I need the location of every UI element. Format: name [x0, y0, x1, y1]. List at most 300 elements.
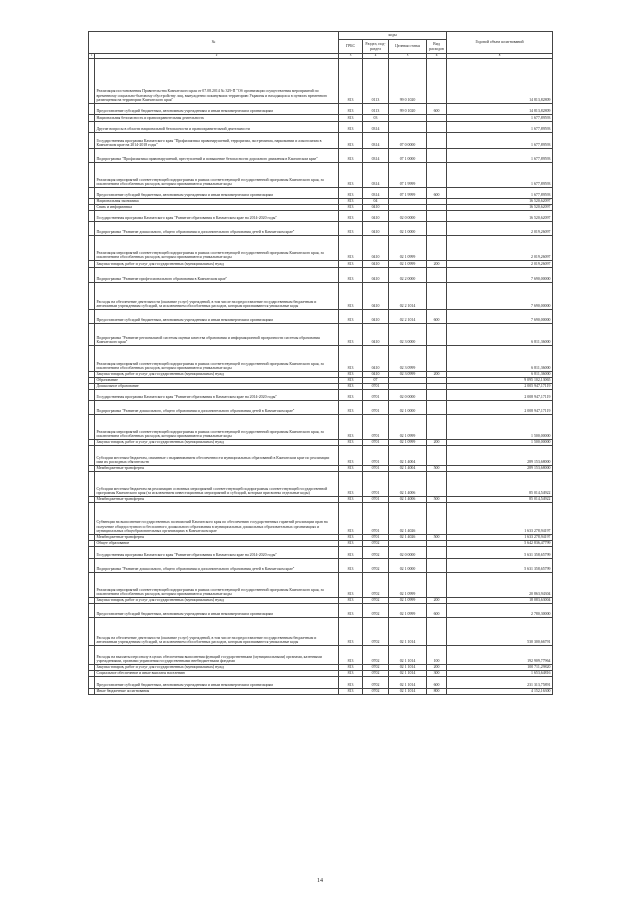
- row-grbs-cell: 813: [339, 149, 363, 163]
- row-name-cell: Подпрограмма "Развитие дошкольного, общего образования и дополнительного образования детей в Камчатском крае": [95, 559, 339, 573]
- row-grbs-cell: 813: [339, 541, 363, 547]
- row-sum-cell: 85 014,54922: [447, 497, 553, 503]
- row-razdel-cell: 0410: [363, 283, 389, 310]
- row-name-cell: Закупка товаров, работ и услуг для государственных (муниципальных) нужд: [95, 440, 339, 446]
- row-razdel-cell: 04: [363, 199, 389, 205]
- row-razdel-cell: 0702: [363, 598, 389, 604]
- row-razdel-cell: 0410: [363, 236, 389, 261]
- row-razdel-cell: 0701: [363, 440, 389, 446]
- row-grbs-cell: 813: [339, 618, 363, 646]
- row-sum-cell: 1 633 278,94197: [447, 503, 553, 535]
- row-sum-cell: 1 677,89593: [447, 133, 553, 149]
- column-index: 3: [339, 54, 363, 59]
- row-csr-cell: 02 2 1014: [389, 283, 427, 310]
- row-vid-cell: [427, 222, 447, 236]
- row-csr-cell: 02 1 4004: [389, 446, 427, 466]
- header-razdel: Раздел, под-раздел: [363, 40, 389, 54]
- row-csr-cell: 02 2 0000: [389, 268, 427, 283]
- row-name-cell: Предоставление субсидий бюджетным, автономным учреждениям и иным некоммерческим организациям: [95, 104, 339, 115]
- row-vid-cell: [427, 163, 447, 188]
- row-sum-cell: 2 008 947,17119: [447, 390, 553, 401]
- row-csr-cell: [389, 115, 427, 122]
- row-sum-cell: 1 677,89593: [447, 188, 553, 199]
- row-grbs-cell: 813: [339, 677, 363, 689]
- row-razdel-cell: 0410: [363, 346, 389, 372]
- header-csr: Целевая статья: [389, 40, 427, 54]
- row-razdel-cell: 0702: [363, 671, 389, 677]
- row-name-cell: Национальная безопасность и правоохранительная деятельность: [95, 115, 339, 122]
- row-sum-cell: 1 677,89593: [447, 115, 553, 122]
- row-name-cell: Закупка товаров, работ и услуг для государственных (муниципальных) нужд: [95, 598, 339, 604]
- table-row: [89, 604, 553, 618]
- row-sum-cell: 5 631 358,65799: [447, 559, 553, 573]
- row-csr-cell: 02 1 1014: [389, 618, 427, 646]
- row-sum-cell: 231 313,75891: [447, 677, 553, 689]
- row-vid-cell: [427, 268, 447, 283]
- row-sum-cell: 530 300,66791: [447, 618, 553, 646]
- row-vid-cell: 800: [427, 689, 447, 695]
- table-row: [89, 324, 553, 346]
- row-grbs-cell: 813: [339, 384, 363, 390]
- row-vid-cell: 500: [427, 535, 447, 541]
- row-name-cell: Реализация мероприятий соответствующей подпрограммы в рамках соответствующей государственной программы Камчатского края, за исключением обособленных расходов, которым присваиваются уникальные коды: [95, 573, 339, 598]
- table-row: [89, 268, 553, 283]
- row-razdel-cell: 0314: [363, 163, 389, 188]
- table-row: [89, 149, 553, 163]
- row-razdel-cell: 0701: [363, 390, 389, 401]
- row-sum-cell: 6 811,36000: [447, 372, 553, 378]
- row-grbs-cell: 813: [339, 415, 363, 440]
- row-sum-cell: 289 153,68000: [447, 446, 553, 466]
- row-vid-cell: [427, 401, 447, 415]
- row-csr-cell: 02 1 0999: [389, 440, 427, 446]
- row-csr-cell: 07 1 9999: [389, 163, 427, 188]
- row-csr-cell: 02 1 4004: [389, 466, 427, 472]
- row-csr-cell: 02 1 0000: [389, 559, 427, 573]
- row-grbs-cell: 813: [339, 547, 363, 559]
- row-razdel-cell: 0113: [363, 59, 389, 104]
- row-grbs-cell: 813: [339, 503, 363, 535]
- row-grbs-cell: 813: [339, 222, 363, 236]
- row-csr-cell: 02 1 0999: [389, 261, 427, 268]
- row-name-cell: Подпрограмма "Развитие дошкольного, общего образования и дополнительного образования детей в Камчатском крае": [95, 401, 339, 415]
- table-row: [89, 646, 553, 665]
- row-razdel-cell: 0314: [363, 149, 389, 163]
- row-sum-cell: 1 500,00000: [447, 440, 553, 446]
- row-sum-cell: 7 690,00000: [447, 283, 553, 310]
- row-name-cell: Предоставление субсидий бюджетным, автономным учреждениям и иным некоммерческим организациям: [95, 677, 339, 689]
- row-csr-cell: 02 0 0000: [389, 547, 427, 559]
- table-row: [89, 559, 553, 573]
- row-csr-cell: 02 0 0000: [389, 390, 427, 401]
- row-csr-cell: 02 1 0999: [389, 598, 427, 604]
- row-csr-cell: 02 1 0999: [389, 236, 427, 261]
- row-sum-cell: 1 500,00000: [447, 415, 553, 440]
- row-name-cell: Другие вопросы в области национальной безопасности и правоохранительной деятельности: [95, 122, 339, 133]
- row-grbs-cell: 813: [339, 199, 363, 205]
- row-razdel-cell: 0314: [363, 122, 389, 133]
- column-index: 6: [427, 54, 447, 59]
- table-row: [89, 573, 553, 598]
- row-name-cell: Предоставление субсидий бюджетным, автономным учреждениям и иным некоммерческим организациям: [95, 604, 339, 618]
- row-grbs-cell: 813: [339, 372, 363, 378]
- row-vid-cell: [427, 472, 447, 497]
- row-name-cell: Реализация мероприятий соответствующей подпрограммы в рамках соответствующей государственной программы Камчатского края, за исключением обособленных расходов, которым присваиваются уникальные коды: [95, 346, 339, 372]
- row-grbs-cell: 813: [339, 236, 363, 261]
- table-row: [89, 310, 553, 324]
- row-grbs-cell: 813: [339, 559, 363, 573]
- row-razdel-cell: 0410: [363, 324, 389, 346]
- header-grbs: ГРБС: [339, 40, 363, 54]
- row-name-cell: Межбюджетные трансферты: [95, 466, 339, 472]
- row-razdel-cell: 0702: [363, 618, 389, 646]
- row-name-cell: Подпрограмма "Развитие региональной системы оценки качества образования и информационной прозрачности системы образования Камчатского края": [95, 324, 339, 346]
- row-razdel-cell: 0410: [363, 205, 389, 211]
- row-vid-cell: [427, 133, 447, 149]
- row-csr-cell: 02 3 0999: [389, 346, 427, 372]
- row-vid-cell: [427, 122, 447, 133]
- row-vid-cell: [427, 390, 447, 401]
- row-csr-cell: 02 1 4006: [389, 472, 427, 497]
- row-sum-cell: 6 811,36000: [447, 346, 553, 372]
- header-number: №: [89, 32, 339, 54]
- header-codes: коды: [339, 32, 447, 40]
- row-vid-cell: 200: [427, 440, 447, 446]
- row-name-cell: Предоставление субсидий бюджетным, автономным учреждениям и иным некоммерческим организациям: [95, 310, 339, 324]
- table-row: [89, 163, 553, 188]
- row-vid-cell: 300: [427, 671, 447, 677]
- row-vid-cell: [427, 283, 447, 310]
- row-csr-cell: 07 1 9999: [389, 188, 427, 199]
- row-sum-cell: 14 813,82809: [447, 59, 553, 104]
- row-csr-cell: 02 3 0999: [389, 372, 427, 378]
- row-grbs-cell: 813: [339, 104, 363, 115]
- row-grbs-cell: 813: [339, 665, 363, 671]
- row-vid-cell: [427, 618, 447, 646]
- column-index: 4: [363, 54, 389, 59]
- row-vid-cell: [427, 236, 447, 261]
- row-vid-cell: 500: [427, 466, 447, 472]
- row-grbs-cell: 813: [339, 324, 363, 346]
- row-csr-cell: 02 1 1014: [389, 689, 427, 695]
- table-row: [89, 547, 553, 559]
- row-name-cell: Расходы на обеспечение деятельности (оказание услуг) учреждений, в том числе на предоставление государственным бюджетным и автономным учреждениям субсидий, за исключением обособленных расходов, которым присваиваются уникальные коды: [95, 283, 339, 310]
- row-grbs-cell: 813: [339, 646, 363, 665]
- row-vid-cell: [427, 503, 447, 535]
- row-razdel-cell: 0702: [363, 646, 389, 665]
- row-grbs-cell: 813: [339, 378, 363, 384]
- row-grbs-cell: 813: [339, 401, 363, 415]
- row-name-cell: Реализация мероприятий соответствующей подпрограммы в рамках соответствующей государственной программы Камчатского края, за исключением обособленных расходов, которым присваиваются уникальные коды: [95, 163, 339, 188]
- row-vid-cell: [427, 149, 447, 163]
- row-razdel-cell: 0701: [363, 401, 389, 415]
- row-name-cell: Реализация постановления Правительства Камчатского края от 07.08.2014 № 329-П "Об организации осуществления мероприятий по временному социально-бытовому обустройству лиц, вынужденно покинувших территорию Украины и находящихся в пунктах временного размещения на территории Камчатского края": [95, 59, 339, 104]
- row-name-cell: Предоставление субсидий бюджетным, автономным учреждениям и иным некоммерческим организациям: [95, 188, 339, 199]
- row-grbs-cell: 813: [339, 689, 363, 695]
- row-grbs-cell: 813: [339, 535, 363, 541]
- row-vid-cell: 500: [427, 497, 447, 503]
- row-grbs-cell: 813: [339, 310, 363, 324]
- row-vid-cell: 600: [427, 310, 447, 324]
- row-csr-cell: 02 3 0000: [389, 324, 427, 346]
- budget-table: [88, 31, 553, 695]
- table-row: [89, 472, 553, 497]
- row-vid-cell: 600: [427, 104, 447, 115]
- row-razdel-cell: 0702: [363, 541, 389, 547]
- table-row: [89, 133, 553, 149]
- row-csr-cell: 02 1 4006: [389, 497, 427, 503]
- row-vid-cell: [427, 346, 447, 372]
- row-name-cell: Государственная программа Камчатского края "Развитие образования в Камчатском крае на 2014-2020 годы": [95, 547, 339, 559]
- row-sum-cell: 1 677,89593: [447, 163, 553, 188]
- row-vid-cell: 200: [427, 665, 447, 671]
- row-razdel-cell: 0702: [363, 547, 389, 559]
- row-sum-cell: 1 677,89593: [447, 122, 553, 133]
- row-grbs-cell: 813: [339, 346, 363, 372]
- column-index: 5: [389, 54, 427, 59]
- table-row: [89, 346, 553, 372]
- row-grbs-cell: 813: [339, 466, 363, 472]
- row-name-cell: Расходы на обеспечение деятельности (оказание услуг) учреждений, в том числе на предоставление государственным бюджетным и автономным учреждениям субсидий, за исключением обособленных расходов, которым присваиваются уникальные коды: [95, 618, 339, 646]
- table-row: [89, 677, 553, 689]
- row-name-cell: Субсидии местным бюджетам, связанные с выравниванием обеспеченности муниципальных образований в Камчатском крае по реализации ими их расходных обязательств: [95, 446, 339, 466]
- row-sum-cell: 20 863,94304: [447, 573, 553, 598]
- table-row: [89, 104, 553, 115]
- row-razdel-cell: 0701: [363, 497, 389, 503]
- row-sum-cell: 2 780,30000: [447, 604, 553, 618]
- row-grbs-cell: 813: [339, 188, 363, 199]
- row-vid-cell: [427, 324, 447, 346]
- row-grbs-cell: 813: [339, 205, 363, 211]
- row-sum-cell: 2 008 947,17119: [447, 401, 553, 415]
- row-razdel-cell: 0410: [363, 310, 389, 324]
- row-sum-cell: 9 095 102,13065: [447, 378, 553, 384]
- row-vid-cell: 600: [427, 604, 447, 618]
- row-sum-cell: 4 152,16300: [447, 689, 553, 695]
- row-csr-cell: 02 1 0999: [389, 604, 427, 618]
- table-row: [89, 390, 553, 401]
- row-grbs-cell: 813: [339, 472, 363, 497]
- row-grbs-cell: 813: [339, 604, 363, 618]
- row-sum-cell: 6 811,36000: [447, 324, 553, 346]
- table-row: [89, 59, 553, 104]
- row-grbs-cell: 813: [339, 122, 363, 133]
- row-name-cell: Субсидии местным бюджетам на реализацию основных мероприятий соответствующей подпрограммы соответствующей государственной программы Камчатского края (за исключением инвестиционных мероприятий и субсидий, которым присвоены отдельные коды): [95, 472, 339, 497]
- row-name-cell: Государственная программа Камчатского края "Развитие образования в Камчатском крае на 2014-2020 годы": [95, 211, 339, 222]
- row-csr-cell: 02 1 1014: [389, 646, 427, 665]
- row-razdel-cell: 0410: [363, 211, 389, 222]
- row-grbs-cell: 813: [339, 497, 363, 503]
- row-csr-cell: 02 1 1014: [389, 671, 427, 677]
- row-sum-cell: 192 909,77964: [447, 646, 553, 665]
- row-razdel-cell: 0702: [363, 677, 389, 689]
- table-row: [89, 115, 553, 122]
- row-csr-cell: 02 1 0999: [389, 573, 427, 598]
- row-grbs-cell: 813: [339, 446, 363, 466]
- row-name-cell: Субвенции на выполнение государственных полномочий Камчатского края по обеспечению государственных гарантий реализации прав на получение общедоступного и бесплатного дошкольного образования в муниципальных дошкольных образовательных организациях и муниципальных общеобразовательных организациях в Камчатском крае: [95, 503, 339, 535]
- row-sum-cell: 100 711,29820: [447, 665, 553, 671]
- table-row: [89, 401, 553, 415]
- row-grbs-cell: 813: [339, 163, 363, 188]
- row-razdel-cell: 0410: [363, 372, 389, 378]
- table-row: [89, 261, 553, 268]
- row-grbs-cell: 813: [339, 598, 363, 604]
- row-name-cell: Реализация мероприятий соответствующей подпрограммы в рамках соответствующей государственной программы Камчатского края, за исключением обособленных расходов, которым присваиваются уникальные коды: [95, 415, 339, 440]
- row-sum-cell: 85 014,54922: [447, 472, 553, 497]
- table-row: [89, 236, 553, 261]
- page-number: 14: [317, 878, 323, 884]
- table-row: [89, 283, 553, 310]
- row-csr-cell: 02 0 0000: [389, 211, 427, 222]
- row-razdel-cell: 0701: [363, 503, 389, 535]
- table-row: [89, 446, 553, 466]
- row-grbs-cell: 813: [339, 573, 363, 598]
- row-name-cell: Образование: [95, 378, 339, 384]
- row-razdel-cell: 0701: [363, 446, 389, 466]
- table-row: [89, 211, 553, 222]
- row-sum-cell: 1 653,64816: [447, 671, 553, 677]
- column-index: 1: [89, 54, 95, 59]
- row-vid-cell: [427, 446, 447, 466]
- row-name-cell: Реализация мероприятий соответствующей подпрограммы в рамках соответствующей государственной программы Камчатского края, за исключением обособленных расходов, которым присваиваются уникальные коды: [95, 236, 339, 261]
- row-name-cell: Расходы на выплаты персоналу в целях обеспечения выполнения функций государственными (муниципальными) органами, казенными учреждениями, органами управления государственными внебюджетными фондами: [95, 646, 339, 665]
- row-razdel-cell: 0701: [363, 466, 389, 472]
- row-razdel-cell: 0410: [363, 261, 389, 268]
- row-sum-cell: 2 019,26097: [447, 261, 553, 268]
- table-body: [89, 59, 553, 695]
- row-razdel-cell: 0701: [363, 415, 389, 440]
- row-vid-cell: [427, 115, 447, 122]
- row-vid-cell: 200: [427, 261, 447, 268]
- row-vid-cell: [427, 211, 447, 222]
- row-razdel-cell: 0410: [363, 268, 389, 283]
- row-csr-cell: 02 1 1014: [389, 665, 427, 671]
- row-razdel-cell: 0314: [363, 133, 389, 149]
- row-sum-cell: 16 520,62097: [447, 205, 553, 211]
- row-sum-cell: 7 690,00000: [447, 310, 553, 324]
- row-razdel-cell: 03: [363, 115, 389, 122]
- row-name-cell: Социальное обеспечение и иные выплаты населению: [95, 671, 339, 677]
- row-name-cell: Межбюджетные трансферты: [95, 535, 339, 541]
- row-csr-cell: 02 1 0000: [389, 401, 427, 415]
- row-name-cell: Закупка товаров, работ и услуг для государственных (муниципальных) нужд: [95, 261, 339, 268]
- row-name-cell: Закупка товаров, работ и услуг для государственных (муниципальных) нужд: [95, 665, 339, 671]
- row-name-cell: Закупка товаров, работ и услуг для государственных (муниципальных) нужд: [95, 372, 339, 378]
- row-name-cell: Подпрограмма "Развитие профессионального образования в Камчатском крае": [95, 268, 339, 283]
- row-grbs-cell: 813: [339, 671, 363, 677]
- row-vid-cell: [427, 415, 447, 440]
- row-csr-cell: 07 1 0000: [389, 149, 427, 163]
- row-vid-cell: [427, 559, 447, 573]
- row-vid-cell: 200: [427, 372, 447, 378]
- table-row: [89, 618, 553, 646]
- row-razdel-cell: 0702: [363, 573, 389, 598]
- row-sum-cell: 2 019,26097: [447, 222, 553, 236]
- table-row: [89, 122, 553, 133]
- row-name-cell: Связь и информатика: [95, 205, 339, 211]
- row-razdel-cell: 0702: [363, 689, 389, 695]
- row-vid-cell: 600: [427, 677, 447, 689]
- row-csr-cell: [389, 122, 427, 133]
- row-name-cell: Иные бюджетные ассигнования: [95, 689, 339, 695]
- row-vid-cell: [427, 59, 447, 104]
- row-razdel-cell: 0701: [363, 535, 389, 541]
- row-csr-cell: 07 0 0000: [389, 133, 427, 149]
- row-sum-cell: 2 019,26097: [447, 236, 553, 261]
- row-csr-cell: 02 2 1014: [389, 310, 427, 324]
- row-name-cell: Государственная программа Камчатского края "Профилактика правонарушений, терроризма, экстремизма, наркомании и алкоголизма в Камчатском крае на 2014-2018 годы": [95, 133, 339, 149]
- row-grbs-cell: 813: [339, 211, 363, 222]
- row-vid-cell: 200: [427, 598, 447, 604]
- row-sum-cell: 5 631 358,65799: [447, 547, 553, 559]
- row-sum-cell: 7 690,00000: [447, 268, 553, 283]
- row-vid-cell: 600: [427, 188, 447, 199]
- row-sum-cell: 18 083,63004: [447, 598, 553, 604]
- header-volume: Годовой объем ассигнований: [447, 32, 553, 54]
- row-razdel-cell: 07: [363, 378, 389, 384]
- row-csr-cell: 02 1 4026: [389, 535, 427, 541]
- row-csr-cell: 99 0 1020: [389, 104, 427, 115]
- row-grbs-cell: 813: [339, 59, 363, 104]
- row-razdel-cell: 0314: [363, 188, 389, 199]
- row-name-cell: Подпрограмма "Развитие дошкольного, общего образования и дополнительного образования детей в Камчатском крае": [95, 222, 339, 236]
- table-row: [89, 689, 553, 695]
- row-csr-cell: 02 1 0999: [389, 415, 427, 440]
- row-razdel-cell: 0410: [363, 222, 389, 236]
- row-csr-cell: 02 1 0000: [389, 222, 427, 236]
- row-grbs-cell: 813: [339, 390, 363, 401]
- row-grbs-cell: 813: [339, 115, 363, 122]
- table-row: [89, 503, 553, 535]
- row-grbs-cell: 813: [339, 261, 363, 268]
- row-sum-cell: 1 633 278,94197: [447, 535, 553, 541]
- row-sum-cell: 5 642 836,47799: [447, 541, 553, 547]
- row-name-cell: Общее образование: [95, 541, 339, 547]
- row-sum-cell: 1 677,89593: [447, 149, 553, 163]
- row-sum-cell: 289 153,68000: [447, 466, 553, 472]
- row-sum-cell: 16 520,62097: [447, 211, 553, 222]
- row-name-cell: Межбюджетные трансферты: [95, 497, 339, 503]
- row-csr-cell: 02 1 1014: [389, 677, 427, 689]
- row-name-cell: Подпрограмма "Профилактика правонарушений, преступлений и повышение безопасности дорожного движения в Камчатском крае": [95, 149, 339, 163]
- row-grbs-cell: 813: [339, 283, 363, 310]
- table-row: [89, 415, 553, 440]
- row-razdel-cell: 0701: [363, 384, 389, 390]
- row-grbs-cell: 813: [339, 133, 363, 149]
- row-grbs-cell: 813: [339, 440, 363, 446]
- row-grbs-cell: 813: [339, 268, 363, 283]
- row-sum-cell: 16 520,62097: [447, 199, 553, 205]
- column-index: 8: [447, 54, 553, 59]
- row-sum-cell: 14 813,82809: [447, 104, 553, 115]
- column-index: 2: [95, 54, 339, 59]
- row-razdel-cell: 0702: [363, 665, 389, 671]
- row-vid-cell: [427, 573, 447, 598]
- row-vid-cell: [427, 547, 447, 559]
- row-name-cell: Национальная экономика: [95, 199, 339, 205]
- row-csr-cell: 02 1 4026: [389, 503, 427, 535]
- table-row: [89, 188, 553, 199]
- row-vid-cell: 100: [427, 646, 447, 665]
- row-sum-cell: 2 005 947,17119: [447, 384, 553, 390]
- row-name-cell: Дошкольное образование: [95, 384, 339, 390]
- header-vid: Вид расходов: [427, 40, 447, 54]
- row-razdel-cell: 0702: [363, 559, 389, 573]
- row-name-cell: Государственная программа Камчатского края "Развитие образования в Камчатском крае на 2014-2020 годы": [95, 390, 339, 401]
- table-row: [89, 222, 553, 236]
- row-razdel-cell: 0702: [363, 604, 389, 618]
- row-csr-cell: 99 0 1020: [389, 59, 427, 104]
